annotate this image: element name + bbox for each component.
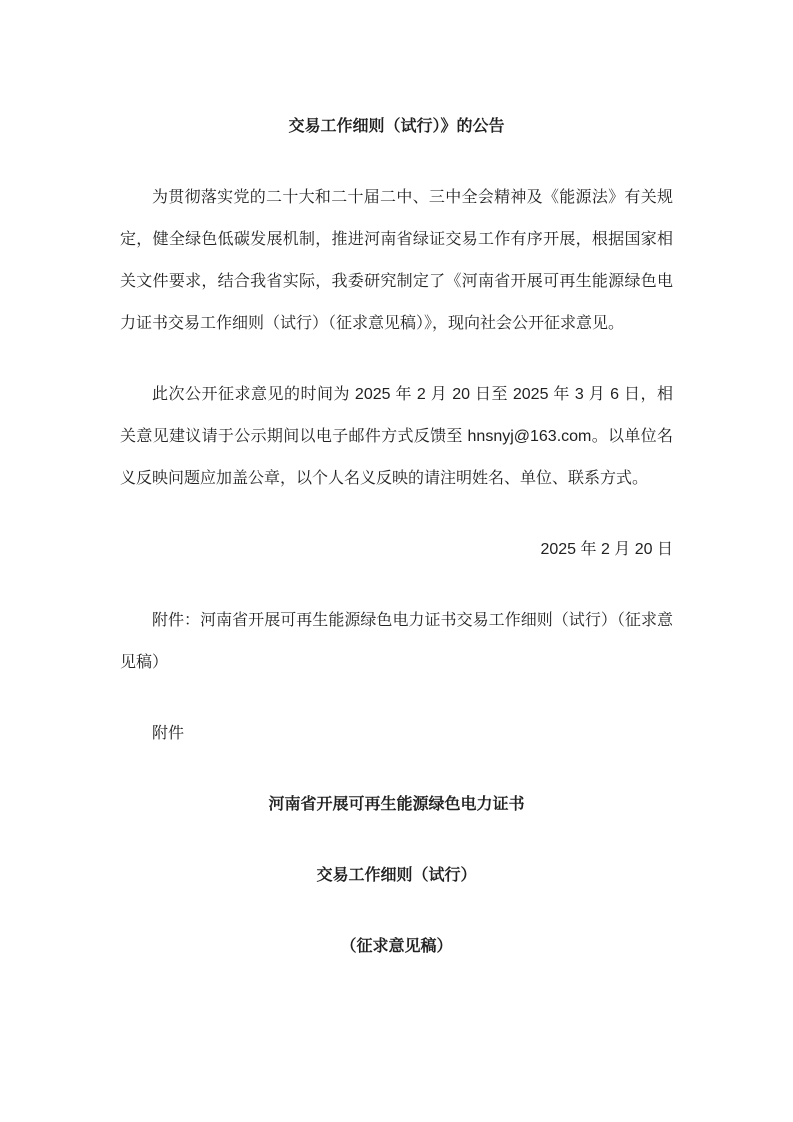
document-page <box>120 106 673 997</box>
attachment-heading-line2: 交易工作细则（试行） <box>316 867 477 884</box>
paragraph-policy-background: 为贯彻落实党的二十大和二十届二中、三中全会精神及《能源法》有关规定，健全绿色低碳发展机制，推进河南省绿证交易工作有序开展，根据国家相关文件要求，结合我省实际，我委研究制定了《河南省开展可再生能源绿色电力证书交易工作细则（试行）（征求意见稿）》，现向社会公开征求意见。 <box>120 189 673 332</box>
paragraph-feedback-instructions <box>120 374 673 500</box>
announcement-title: 交易工作细则（试行）》的公告 <box>288 118 505 135</box>
attachment-label: 附件 <box>152 725 185 742</box>
email-text: hnsnyj@163.com <box>467 428 592 445</box>
attachment-reference-line: 附件：河南省开展可再生能源绿色电力证书交易工作细则（试行）（征求意见稿） <box>120 612 673 671</box>
feedback-requirements-text: 。以单位名义反映问题应加盖公章，以个人名义反映的请注明姓名、单位、联系方式。 <box>120 428 673 487</box>
attachment-heading-line1: 河南省开展可再生能源绿色电力证书 <box>268 796 525 813</box>
feedback-period-text: 此次公开征求意见的时间为 2025 年 2 月 20 日至 2025 年 3 月 6 日，相关意见建议请于公示期间以电子邮件方式反馈至 <box>120 386 673 445</box>
announcement-date: 2025 年 2 月 20 日 <box>540 541 673 558</box>
attachment-heading-line3: （征求意见稿） <box>340 938 453 955</box>
